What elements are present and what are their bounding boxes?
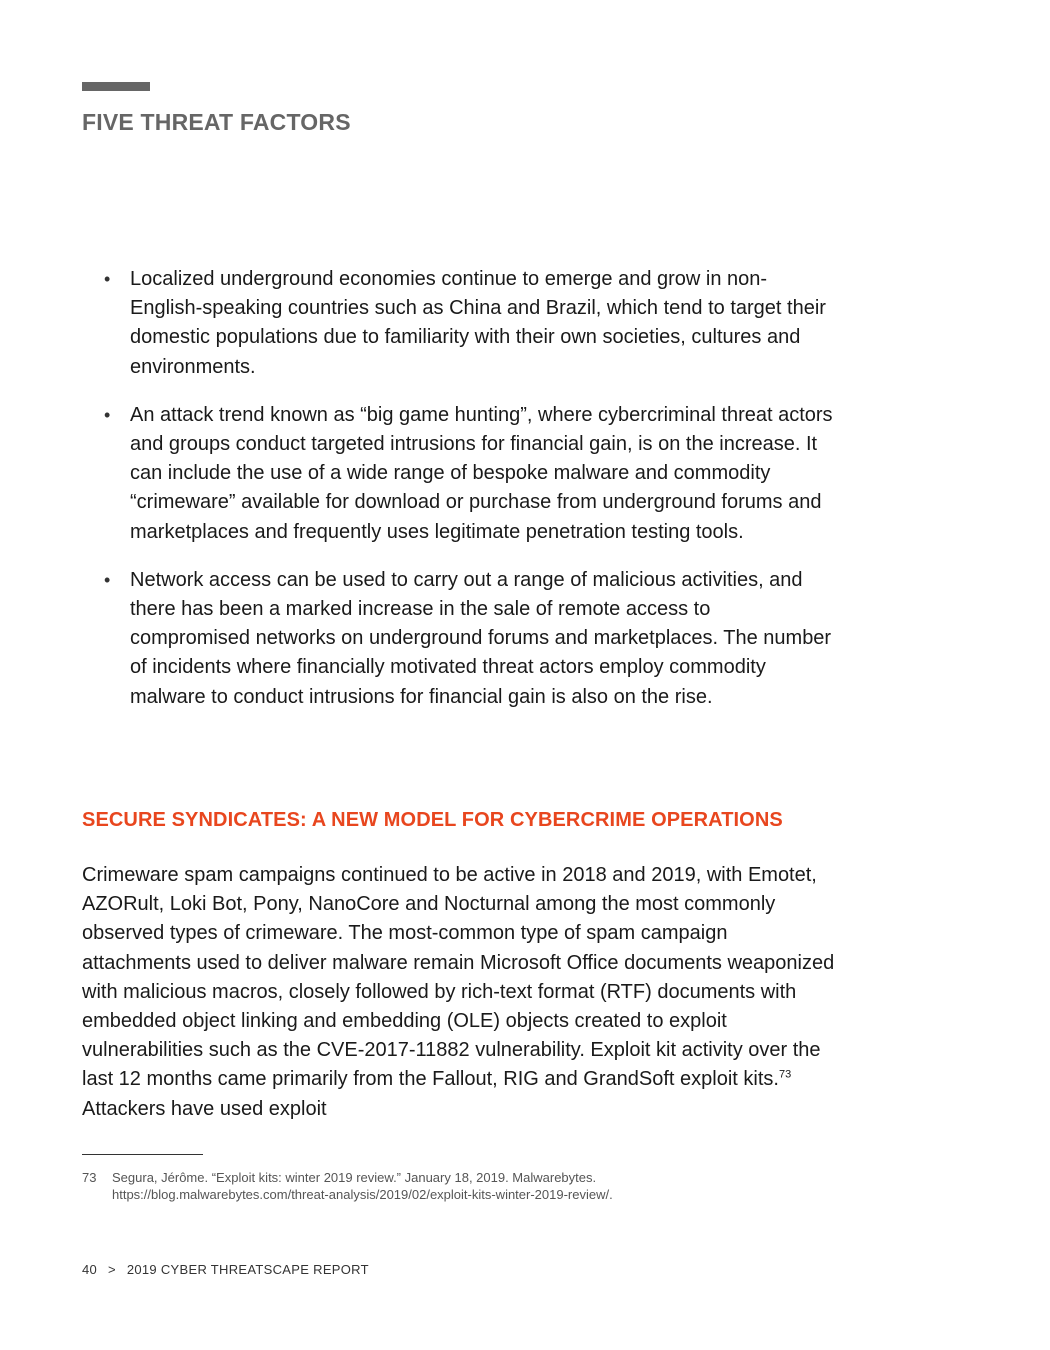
list-item xyxy=(82,265,834,382)
footnote-citation: Segura, Jérôme. “Exploit kits: winter 2019 review.” January 18, 2019. Malwarebytes. xyxy=(112,1170,597,1185)
footnote-reference[interactable]: 73 xyxy=(778,1068,792,1081)
footnote xyxy=(82,1169,842,1203)
list-item-text: An attack trend known as “big game hunting”, where cybercriminal threat actors and groups conduct targeted intrusions for financial gain, is on the increase. It can include the use of a wide range of bespoke malware and commodity “crimeware” available for download or purchase from underground forums and marketplaces and frequently uses legitimate penetration testing tools. xyxy=(130,403,833,543)
footer-separator: > xyxy=(107,1262,116,1277)
section-accent-bar xyxy=(82,82,150,91)
page-footer xyxy=(82,1262,369,1277)
body-text-continuation: Attackers have used exploit xyxy=(82,1097,327,1120)
report-title: 2019 CYBER THREATSCAPE REPORT xyxy=(126,1262,369,1277)
secure-syndicates-heading: SECURE SYNDICATES: A NEW MODEL FOR CYBERCRIME OPERATIONS xyxy=(82,809,783,831)
footnote-url-link[interactable]: https://blog.malwarebytes.com/threat-analysis/2019/02/exploit-kits-winter-2019-review/. xyxy=(112,1187,613,1202)
list-item xyxy=(82,566,834,712)
body-text-part: Crimeware spam campaigns continued to be active in 2018 and 2019, with Emotet, AZORult, Loki Bot, Pony, NanoCore and Nocturnal among the most commonly observed types of crimeware. The most-common type of spam campaign attachments used to deliver malware remain Microsoft Office documents weaponized with malicious macros, closely followed by rich-text format (RTF) documents with embedded object linking and embedding (OLE) objects created to exploit vulnerabilities such as the CVE-2017-11882 vulnerability. Exploit kit activity over the last 12 months came primarily from the Fallout, RIG and GrandSoft exploit kits. xyxy=(82,864,835,1091)
bullet-icon: • xyxy=(104,569,111,590)
section-title: FIVE THREAT FACTORS xyxy=(82,109,351,135)
list-item-text: Network access can be used to carry out a range of malicious activities, and there has been a marked increase in the sale of remote access to compromised networks on underground forums and marketplaces. The number of incidents where financially motivated threat actors employ commodity malware to conduct intrusions for financial gain is also on the rise. xyxy=(130,568,832,708)
threat-factor-list xyxy=(82,265,834,731)
list-item-text: Localized underground economies continue to emerge and grow in non-English-speaking countries such as China and Brazil, which tend to target their domestic populations due to familiarity with their own societies, cultures and environments. xyxy=(130,268,826,378)
body-paragraph xyxy=(82,861,837,1124)
footnote-body xyxy=(112,1169,842,1203)
bullet-icon: • xyxy=(104,404,111,425)
footnote-divider xyxy=(82,1154,203,1155)
page-number: 40 xyxy=(82,1262,98,1277)
bullet-icon: • xyxy=(104,269,111,289)
list-item xyxy=(82,401,834,547)
footnote-number: 73 xyxy=(82,1170,97,1185)
